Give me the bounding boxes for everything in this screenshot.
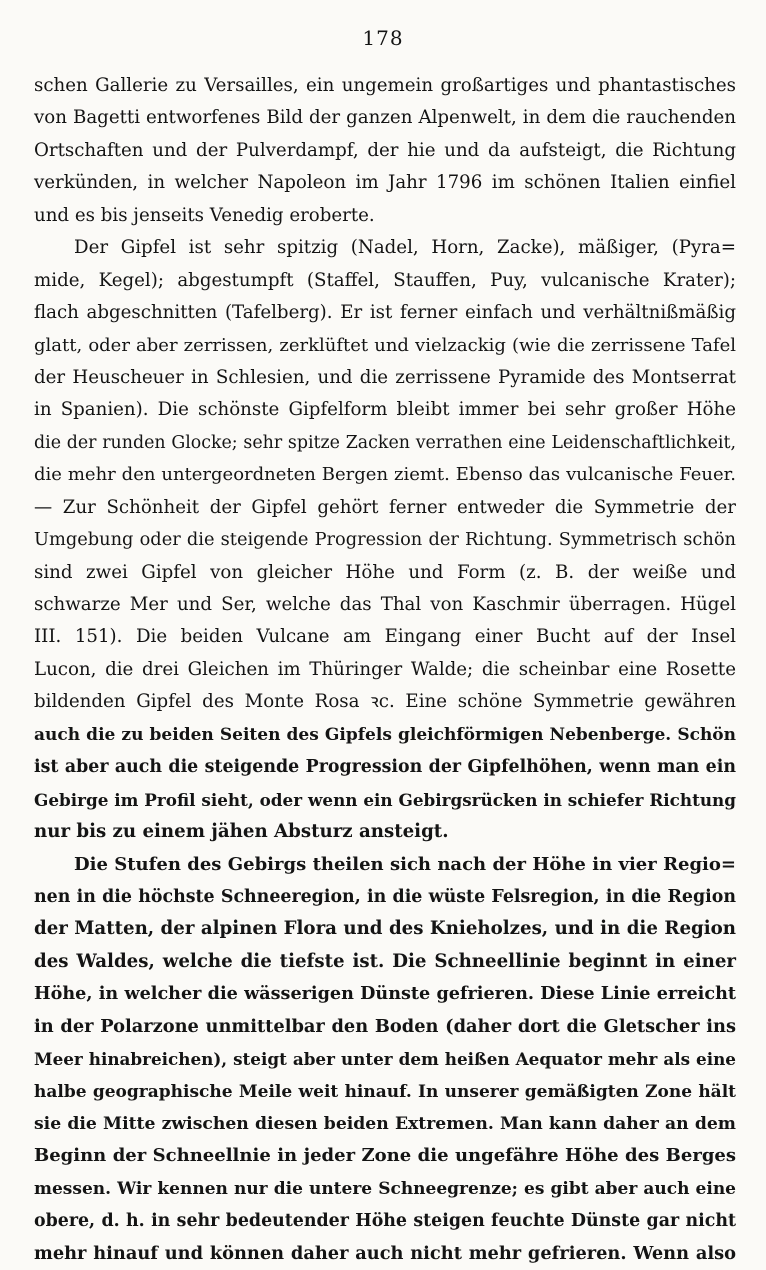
text-line: Der Gipfel ist sehr spitzig (Nadel, Horn, Zacke), mäßiger, (Pyra=	[74, 237, 736, 259]
text-line: des Waldes, welche die tiefste ist. Die Schneellinie beginnt in einer	[34, 950, 736, 972]
text-line: der Matten, der alpinen Flora und des Knieholzes, und in die Region	[34, 918, 736, 940]
text-line: Umgebung oder die steigende Progression der Richtung. Symmetrisch schön	[34, 529, 736, 551]
text-line: Die Stufen des Gebirgs theilen sich nach der Höhe in vier Regio=	[74, 853, 736, 875]
text-line: flach abgeschnitten (Tafelberg). Er ist ferner einfach und verhältnißmäßig	[34, 302, 736, 324]
text-line: — Zur Schönheit der Gipfel gehört ferner entweder die Symmetrie der	[34, 496, 736, 518]
body-text	[34, 70, 736, 1270]
text-line: III. 151). Die beiden Vulcane am Eingang einer Bucht auf der Insel	[34, 626, 736, 648]
text-line: mide, Kegel); abgestumpft (Staffel, Stauffen, Puy, vulcanische Krater);	[34, 269, 736, 291]
text-line: obere, d. h. in sehr bedeutender Höhe steigen feuchte Dünste gar nicht	[34, 1211, 736, 1232]
text-line: nur bis zu einem jähen Absturz ansteigt.	[34, 821, 449, 843]
text-line: halbe geographische Meile weit hinauf. In unserer gemäßigten Zone hält	[34, 1081, 736, 1102]
text-line: in Spanien). Die schönste Gipfelform bleibt immer bei sehr großer Höhe	[34, 399, 736, 421]
text-line: sie die Mitte zwischen diesen beiden Extremen. Man kann daher an dem	[34, 1114, 736, 1134]
text-line: ist aber auch die steigende Progression der Gipfelhöhen, wenn man ein	[34, 757, 736, 778]
text-line: auch die zu beiden Seiten des Gipfels gleichförmigen Nebenberge. Schön	[34, 724, 736, 745]
page-number: 178	[362, 26, 404, 50]
text-line: Ortschaften und der Pulverdampf, der hie und da aufsteigt, die Richtung	[34, 139, 736, 161]
text-line: die der runden Glocke; sehr spitze Zacken verrathen eine Leidenschaftlichkeit,	[34, 432, 736, 453]
text-line: der Heuscheuer in Schlesien, und die zerrissene Pyramide des Montserrat	[34, 366, 736, 388]
text-line: bildenden Gipfel des Monte Rosa ꝛc. Eine schöne Symmetrie gewähren	[34, 691, 736, 713]
text-line: nen in die höchste Schneeregion, in die wüste Felsregion, in die Region	[34, 886, 736, 907]
text-line: messen. Wir kennen nur die untere Schneegrenze; es gibt aber auch eine	[34, 1178, 736, 1199]
text-line: Beginn der Schneellnie in jeder Zone die ungefähre Höhe des Berges	[34, 1145, 736, 1167]
text-line: die mehr den untergeordneten Bergen ziemt. Ebenso das vulcanische Feuer.	[34, 464, 736, 486]
text-line: Gebirge im Profil sieht, oder wenn ein Gebirgsrücken in schiefer Richtung	[34, 789, 736, 810]
text-line: und es bis jenseits Venedig eroberte.	[34, 204, 375, 226]
text-line: mehr hinauf und können daher auch nicht mehr gefrieren. Wenn also	[34, 1242, 736, 1264]
text-line: Lucon, die drei Gleichen im Thüringer Walde; die scheinbar eine Rosette	[34, 658, 736, 680]
text-line: schwarze Mer und Ser, welche das Thal von Kaschmir überragen. Hügel	[34, 594, 736, 615]
text-line: verkünden, in welcher Napoleon im Jahr 1796 im schönen Italien einfiel	[34, 172, 736, 194]
text-line: glatt, oder aber zerrissen, zerklüftet und vielzackig (wie die zerrissene Tafel	[34, 334, 736, 356]
text-line: schen Gallerie zu Versailles, ein ungemein großartiges und phantastisches	[34, 75, 736, 96]
text-line: sind zwei Gipfel von gleicher Höhe und Form (z. B. der weiße und	[34, 561, 736, 583]
text-line: in der Polarzone unmittelbar den Boden (daher dort die Gletscher ins	[34, 1015, 736, 1037]
text-line: Meer hinabreichen), steigt aber unter dem heißen Aequator mehr als eine	[34, 1049, 736, 1070]
text-line: von Bagetti entworfenes Bild der ganzen Alpenwelt, in dem die rauchenden	[34, 107, 736, 129]
text-line: Höhe, in welcher die wässerigen Dünste gefrieren. Diese Linie erreicht	[34, 983, 736, 1005]
